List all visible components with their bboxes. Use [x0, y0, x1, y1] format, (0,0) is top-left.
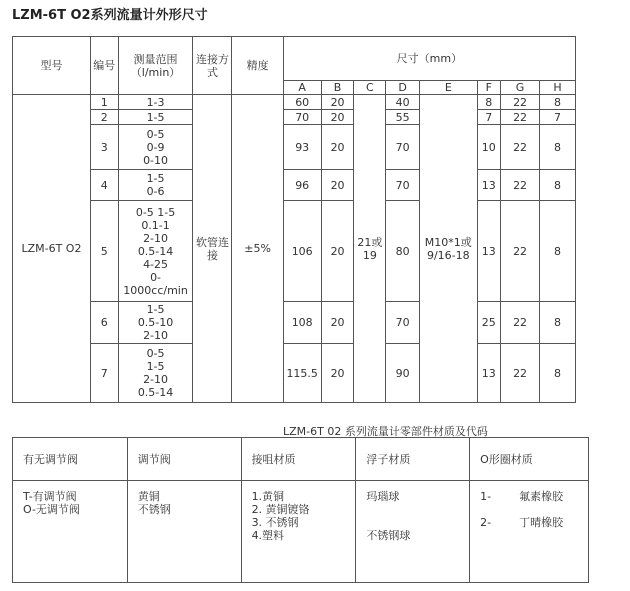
table-row — [13, 201, 576, 302]
header-number: 编号 — [90, 37, 118, 95]
oring-material-cell — [470, 481, 589, 583]
size-a-cell: 93 — [283, 125, 321, 170]
material-table — [12, 437, 589, 583]
number-cell: 2 — [90, 110, 118, 125]
range-value: 1000cc/min — [123, 283, 188, 297]
size-h-cell: 8 — [540, 95, 576, 110]
size-b-cell: 20 — [321, 201, 354, 302]
table-row — [13, 302, 576, 344]
size-f-cell: 7 — [477, 110, 501, 125]
range-cell — [118, 95, 193, 110]
range-value: 0.5-10 — [137, 316, 174, 329]
size-g-cell: 22 — [501, 201, 540, 302]
size-g-cell: 22 — [501, 302, 540, 344]
material-header-float: 浮子材质 — [356, 438, 470, 481]
range-value: 2-10 — [143, 231, 169, 245]
range-value: 1-5 — [146, 360, 165, 373]
size-f-cell: 8 — [477, 95, 501, 110]
oring-name: 氟素橡胶 — [519, 490, 564, 503]
range-value: 0-9 — [146, 140, 165, 154]
size-d-cell: 70 — [386, 170, 420, 201]
range-cell — [118, 125, 193, 170]
range-cell — [118, 201, 193, 302]
range-value: 0.1-1 — [141, 218, 170, 232]
model-cell: LZM-6T O2 — [13, 95, 91, 403]
size-b-cell: 20 — [321, 170, 354, 201]
size-b-cell: 20 — [321, 110, 354, 125]
oring-code: 1- — [480, 490, 492, 503]
size-e-cell: M10*1或9/16-18 — [420, 95, 477, 403]
header-precision: 精度 — [232, 37, 283, 95]
size-h-cell: 8 — [540, 302, 576, 344]
dimension-table — [12, 36, 576, 403]
valve-material: 黄铜 — [137, 490, 160, 503]
range-value: 2-10 — [143, 329, 169, 342]
valve-material: 不锈钢 — [137, 503, 171, 516]
range-cell — [118, 170, 193, 201]
oring-name: 丁晴橡胶 — [519, 516, 564, 529]
nozzle-material: 4.塑料 — [251, 529, 285, 542]
material-table-caption: LZM-6T 02 系列流量计零部件材质及代码 — [283, 425, 488, 438]
size-d-cell: 40 — [386, 95, 420, 110]
connection-cell: 软管连接 — [193, 95, 232, 403]
oring-material — [480, 516, 578, 529]
nozzle-material: 3. 不锈钢 — [251, 516, 299, 529]
range-value: 0-10 — [143, 153, 169, 167]
header-a: A — [283, 81, 321, 95]
float-material: 不锈钢球 — [366, 529, 411, 542]
float-material-cell — [356, 481, 470, 583]
size-g-cell: 22 — [501, 344, 540, 403]
header-range: 测量范围（l/min） — [118, 37, 193, 95]
number-cell: 4 — [90, 170, 118, 201]
size-f-cell: 13 — [477, 170, 501, 201]
header-b: B — [321, 81, 354, 95]
float-material: 玛瑙球 — [366, 490, 400, 503]
size-g-cell: 22 — [501, 95, 540, 110]
size-d-cell: 70 — [386, 125, 420, 170]
nozzle-material: 2. 黄铜镀铬 — [251, 503, 310, 516]
number-cell: 6 — [90, 302, 118, 344]
range-value: 0-5 — [146, 127, 165, 141]
size-d-cell: 70 — [386, 302, 420, 344]
number-cell: 7 — [90, 344, 118, 403]
size-d-cell: 90 — [386, 344, 420, 403]
size-f-cell: 13 — [477, 201, 501, 302]
size-c-cell: 21或19 — [354, 95, 386, 403]
valve-material-cell — [127, 481, 241, 583]
size-g-cell: 22 — [501, 110, 540, 125]
size-h-cell: 8 — [540, 201, 576, 302]
number-cell: 1 — [90, 95, 118, 110]
material-header-valve-presence: 有无调节阀 — [13, 438, 128, 481]
size-f-cell: 13 — [477, 344, 501, 403]
header-size: 尺寸（mm） — [283, 37, 575, 81]
oring-material — [480, 490, 578, 503]
range-value: 0-5 — [146, 347, 165, 360]
range-value: 1-3 — [146, 95, 165, 109]
size-a-cell: 60 — [283, 95, 321, 110]
range-value: 1-5 — [146, 110, 165, 124]
size-a-cell: 106 — [283, 201, 321, 302]
size-f-cell: 10 — [477, 125, 501, 170]
size-d-cell: 80 — [386, 201, 420, 302]
page-title: LZM-6T O2系列流量计外形尺寸 — [12, 8, 208, 23]
range-value: 1-5 — [146, 172, 165, 185]
size-a-cell: 96 — [283, 170, 321, 201]
nozzle-material: 1.黄铜 — [251, 490, 285, 503]
range-value: 0- — [150, 270, 162, 284]
table-row — [13, 344, 576, 403]
range-cell — [118, 344, 193, 403]
size-g-cell: 22 — [501, 125, 540, 170]
table-row — [13, 95, 576, 110]
header-g: G — [501, 81, 540, 95]
material-header-valve: 调节阀 — [127, 438, 241, 481]
header-c: C — [354, 81, 386, 95]
nozzle-material-cell — [241, 481, 356, 583]
size-h-cell: 7 — [540, 110, 576, 125]
range-value: 0.5-14 — [137, 244, 174, 258]
size-h-cell: 8 — [540, 170, 576, 201]
range-cell — [118, 302, 193, 344]
material-header-nozzle: 接咀材质 — [241, 438, 356, 481]
oring-code: 2- — [480, 516, 492, 529]
valve-code: T-有调节阀 — [23, 490, 77, 503]
size-f-cell: 25 — [477, 302, 501, 344]
size-d-cell: 55 — [386, 110, 420, 125]
range-value: 0-6 — [146, 185, 165, 198]
range-value: 4-25 — [143, 257, 169, 271]
header-connection: 连接方式 — [193, 37, 232, 95]
size-b-cell: 20 — [321, 95, 354, 110]
size-a-cell: 115.5 — [283, 344, 321, 403]
header-d: D — [386, 81, 420, 95]
range-value: 2-10 — [143, 373, 169, 386]
size-h-cell: 8 — [540, 344, 576, 403]
range-value: 0-5 1-5 — [135, 205, 176, 219]
number-cell: 3 — [90, 125, 118, 170]
size-g-cell: 22 — [501, 170, 540, 201]
header-e: E — [420, 81, 477, 95]
table-row — [13, 125, 576, 170]
precision-cell: ±5% — [232, 95, 283, 403]
size-h-cell: 8 — [540, 125, 576, 170]
header-h: H — [540, 81, 576, 95]
size-a-cell: 70 — [283, 110, 321, 125]
valve-code: O-无调节阀 — [23, 503, 80, 516]
table-row — [13, 110, 576, 125]
range-value: 0.5-14 — [137, 386, 174, 399]
number-cell: 5 — [90, 201, 118, 302]
valve-code-cell — [13, 481, 128, 583]
header-model: 型号 — [13, 37, 91, 95]
size-a-cell: 108 — [283, 302, 321, 344]
range-cell — [118, 110, 193, 125]
size-b-cell: 20 — [321, 125, 354, 170]
size-b-cell: 20 — [321, 302, 354, 344]
table-row — [13, 170, 576, 201]
header-f: F — [477, 81, 501, 95]
range-value: 1-5 — [146, 303, 165, 316]
material-header-oring: O形圈材质 — [470, 438, 589, 481]
size-b-cell: 20 — [321, 344, 354, 403]
